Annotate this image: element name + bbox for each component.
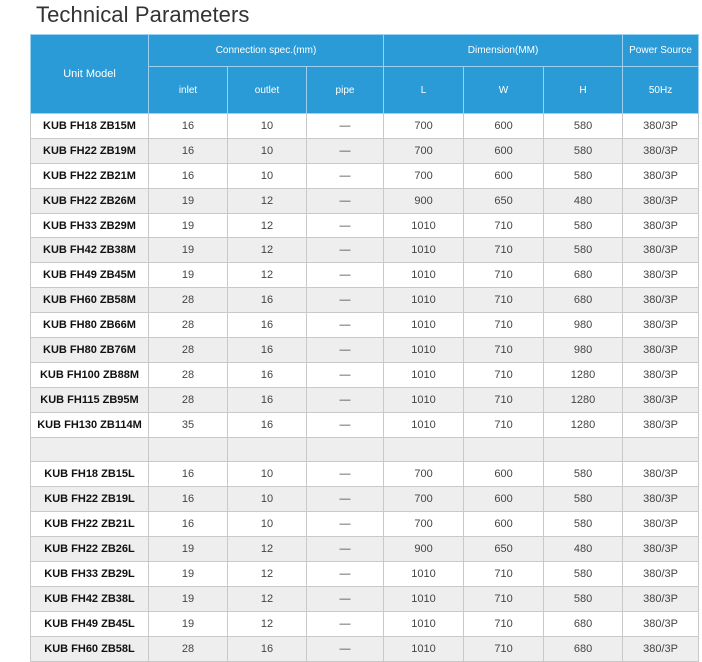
length-cell: 700: [384, 114, 464, 139]
pipe-cell: [307, 437, 384, 462]
pipe-cell: —: [307, 213, 384, 238]
inlet-cell: [149, 437, 228, 462]
pipe-cell: —: [307, 412, 384, 437]
power-cell: 380/3P: [623, 213, 699, 238]
outlet-cell: 16: [228, 636, 307, 661]
inlet-cell: 19: [149, 188, 228, 213]
power-cell: 380/3P: [623, 412, 699, 437]
height-cell: 480: [544, 537, 623, 562]
table-row: [31, 238, 699, 263]
table-row: [31, 188, 699, 213]
outlet-cell: 10: [228, 487, 307, 512]
width-cell: 600: [464, 512, 544, 537]
table-row: [31, 338, 699, 363]
pipe-cell: —: [307, 138, 384, 163]
length-cell: 1010: [384, 636, 464, 661]
height-cell: 580: [544, 238, 623, 263]
width-cell: 710: [464, 338, 544, 363]
length-cell: 1010: [384, 387, 464, 412]
width-cell: 710: [464, 313, 544, 338]
pipe-cell: —: [307, 238, 384, 263]
model-cell: KUB FH42 ZB38M: [31, 238, 149, 263]
table-row: [31, 387, 699, 412]
width-cell: 650: [464, 188, 544, 213]
width-header: W: [464, 67, 544, 114]
width-cell: 600: [464, 138, 544, 163]
height-cell: 680: [544, 611, 623, 636]
height-cell: [544, 437, 623, 462]
width-cell: 710: [464, 213, 544, 238]
outlet-cell: 12: [228, 562, 307, 587]
width-cell: 710: [464, 288, 544, 313]
outlet-cell: 10: [228, 114, 307, 139]
outlet-cell: 12: [228, 213, 307, 238]
height-cell: 680: [544, 263, 623, 288]
table-row: [31, 437, 699, 462]
outlet-cell: [228, 437, 307, 462]
power-cell: 380/3P: [623, 288, 699, 313]
pipe-cell: —: [307, 562, 384, 587]
model-cell: KUB FH80 ZB76M: [31, 338, 149, 363]
model-cell: KUB FH33 ZB29M: [31, 213, 149, 238]
power-cell: 380/3P: [623, 611, 699, 636]
outlet-cell: 16: [228, 412, 307, 437]
power-cell: 380/3P: [623, 163, 699, 188]
inlet-cell: 19: [149, 562, 228, 587]
length-cell: 1010: [384, 562, 464, 587]
power-cell: 380/3P: [623, 512, 699, 537]
table-body: [31, 114, 699, 662]
table-row: [31, 163, 699, 188]
power-cell: 380/3P: [623, 586, 699, 611]
model-cell: KUB FH49 ZB45M: [31, 263, 149, 288]
table-row: [31, 313, 699, 338]
outlet-cell: 10: [228, 163, 307, 188]
length-cell: 1010: [384, 288, 464, 313]
inlet-cell: 19: [149, 611, 228, 636]
length-cell: 1010: [384, 362, 464, 387]
length-cell: 1010: [384, 313, 464, 338]
unit-model-header: Unit Model: [31, 35, 149, 114]
pipe-cell: —: [307, 188, 384, 213]
power-cell: 380/3P: [623, 562, 699, 587]
pipe-cell: —: [307, 288, 384, 313]
outlet-cell: 10: [228, 462, 307, 487]
model-cell: KUB FH22 ZB19M: [31, 138, 149, 163]
power-cell: 380/3P: [623, 636, 699, 661]
model-cell: KUB FH115 ZB95M: [31, 387, 149, 412]
inlet-cell: 19: [149, 263, 228, 288]
model-cell: KUB FH60 ZB58L: [31, 636, 149, 661]
width-cell: 710: [464, 586, 544, 611]
pipe-cell: —: [307, 387, 384, 412]
power-cell: 380/3P: [623, 263, 699, 288]
model-cell: KUB FH22 ZB21L: [31, 512, 149, 537]
height-cell: 580: [544, 213, 623, 238]
inlet-cell: 19: [149, 238, 228, 263]
length-cell: 700: [384, 462, 464, 487]
pipe-cell: —: [307, 263, 384, 288]
outlet-cell: 16: [228, 313, 307, 338]
inlet-cell: 28: [149, 313, 228, 338]
outlet-cell: 16: [228, 338, 307, 363]
length-cell: 1010: [384, 338, 464, 363]
outlet-cell: 12: [228, 586, 307, 611]
inlet-cell: 19: [149, 586, 228, 611]
connection-spec-header: Connection spec.(mm): [149, 35, 384, 67]
width-cell: 710: [464, 362, 544, 387]
model-cell: KUB FH49 ZB45L: [31, 611, 149, 636]
pipe-cell: —: [307, 338, 384, 363]
length-cell: 1010: [384, 263, 464, 288]
pipe-cell: —: [307, 114, 384, 139]
outlet-cell: 16: [228, 288, 307, 313]
outlet-cell: 12: [228, 263, 307, 288]
model-cell: KUB FH100 ZB88M: [31, 362, 149, 387]
width-cell: 600: [464, 462, 544, 487]
pipe-cell: —: [307, 537, 384, 562]
width-cell: 710: [464, 636, 544, 661]
height-cell: 980: [544, 313, 623, 338]
height-cell: 580: [544, 138, 623, 163]
length-cell: 700: [384, 138, 464, 163]
height-cell: 1280: [544, 387, 623, 412]
page-title: Technical Parameters: [36, 2, 250, 27]
table-row: [31, 512, 699, 537]
table-row: [31, 586, 699, 611]
height-header: H: [544, 67, 623, 114]
pipe-cell: —: [307, 586, 384, 611]
length-cell: 1010: [384, 586, 464, 611]
height-cell: 580: [544, 114, 623, 139]
pipe-cell: —: [307, 487, 384, 512]
width-cell: 710: [464, 562, 544, 587]
outlet-header: outlet: [228, 67, 307, 114]
power-cell: [623, 437, 699, 462]
table-row: [31, 636, 699, 661]
model-cell: KUB FH22 ZB19L: [31, 487, 149, 512]
height-cell: 580: [544, 163, 623, 188]
model-cell: KUB FH60 ZB58M: [31, 288, 149, 313]
length-cell: 700: [384, 487, 464, 512]
inlet-cell: 16: [149, 462, 228, 487]
outlet-cell: 10: [228, 138, 307, 163]
length-cell: 1010: [384, 611, 464, 636]
width-cell: [464, 437, 544, 462]
dimension-header: Dimension(MM): [384, 35, 623, 67]
height-cell: 580: [544, 462, 623, 487]
width-cell: 710: [464, 387, 544, 412]
inlet-cell: 28: [149, 362, 228, 387]
height-cell: 980: [544, 338, 623, 363]
height-cell: 580: [544, 512, 623, 537]
table-row: [31, 487, 699, 512]
power-cell: 380/3P: [623, 462, 699, 487]
inlet-cell: 16: [149, 487, 228, 512]
pipe-cell: —: [307, 313, 384, 338]
inlet-cell: 28: [149, 387, 228, 412]
height-cell: 580: [544, 562, 623, 587]
width-cell: 710: [464, 412, 544, 437]
outlet-cell: 12: [228, 188, 307, 213]
power-cell: 380/3P: [623, 387, 699, 412]
width-cell: 710: [464, 238, 544, 263]
table-row: [31, 562, 699, 587]
width-cell: 600: [464, 487, 544, 512]
width-cell: 650: [464, 537, 544, 562]
technical-parameters-table: [30, 34, 699, 662]
height-cell: 1280: [544, 362, 623, 387]
table-row: [31, 362, 699, 387]
height-cell: 480: [544, 188, 623, 213]
outlet-cell: 12: [228, 537, 307, 562]
length-header: L: [384, 67, 464, 114]
model-cell: KUB FH130 ZB114M: [31, 412, 149, 437]
table-row: [31, 537, 699, 562]
pipe-cell: —: [307, 636, 384, 661]
inlet-cell: 28: [149, 338, 228, 363]
inlet-cell: 28: [149, 636, 228, 661]
power-cell: 380/3P: [623, 313, 699, 338]
width-cell: 600: [464, 163, 544, 188]
inlet-cell: 19: [149, 213, 228, 238]
model-cell: [31, 437, 149, 462]
height-cell: 1280: [544, 412, 623, 437]
height-cell: 580: [544, 487, 623, 512]
height-cell: 680: [544, 288, 623, 313]
length-cell: 900: [384, 188, 464, 213]
power-cell: 380/3P: [623, 138, 699, 163]
power-cell: 380/3P: [623, 537, 699, 562]
table-row: [31, 138, 699, 163]
model-cell: KUB FH80 ZB66M: [31, 313, 149, 338]
pipe-cell: —: [307, 462, 384, 487]
power-cell: 380/3P: [623, 238, 699, 263]
table-row: [31, 611, 699, 636]
length-cell: 700: [384, 163, 464, 188]
inlet-cell: 16: [149, 138, 228, 163]
length-cell: 900: [384, 537, 464, 562]
model-cell: KUB FH42 ZB38L: [31, 586, 149, 611]
length-cell: 1010: [384, 412, 464, 437]
model-cell: KUB FH33 ZB29L: [31, 562, 149, 587]
width-cell: 710: [464, 611, 544, 636]
length-cell: 1010: [384, 213, 464, 238]
table-row: [31, 288, 699, 313]
table-row: [31, 114, 699, 139]
model-cell: KUB FH18 ZB15M: [31, 114, 149, 139]
power-cell: 380/3P: [623, 188, 699, 213]
power-cell: 380/3P: [623, 338, 699, 363]
outlet-cell: 12: [228, 238, 307, 263]
inlet-cell: 16: [149, 512, 228, 537]
outlet-cell: 10: [228, 512, 307, 537]
length-cell: 700: [384, 512, 464, 537]
power-cell: 380/3P: [623, 114, 699, 139]
model-cell: KUB FH22 ZB26L: [31, 537, 149, 562]
table-row: [31, 462, 699, 487]
outlet-cell: 16: [228, 362, 307, 387]
pipe-header: pipe: [307, 67, 384, 114]
frequency-header: 50Hz: [623, 67, 699, 114]
model-cell: KUB FH18 ZB15L: [31, 462, 149, 487]
length-cell: 1010: [384, 238, 464, 263]
pipe-cell: —: [307, 611, 384, 636]
model-cell: KUB FH22 ZB21M: [31, 163, 149, 188]
inlet-cell: 19: [149, 537, 228, 562]
pipe-cell: —: [307, 362, 384, 387]
height-cell: 680: [544, 636, 623, 661]
table-row: [31, 412, 699, 437]
height-cell: 580: [544, 586, 623, 611]
width-cell: 600: [464, 114, 544, 139]
model-cell: KUB FH22 ZB26M: [31, 188, 149, 213]
pipe-cell: —: [307, 512, 384, 537]
inlet-cell: 16: [149, 163, 228, 188]
table-row: [31, 213, 699, 238]
outlet-cell: 16: [228, 387, 307, 412]
power-cell: 380/3P: [623, 487, 699, 512]
power-source-header: Power Source: [623, 35, 699, 67]
inlet-cell: 16: [149, 114, 228, 139]
table-row: [31, 263, 699, 288]
width-cell: 710: [464, 263, 544, 288]
power-cell: 380/3P: [623, 362, 699, 387]
inlet-cell: 28: [149, 288, 228, 313]
pipe-cell: —: [307, 163, 384, 188]
outlet-cell: 12: [228, 611, 307, 636]
inlet-cell: 35: [149, 412, 228, 437]
inlet-header: inlet: [149, 67, 228, 114]
length-cell: [384, 437, 464, 462]
